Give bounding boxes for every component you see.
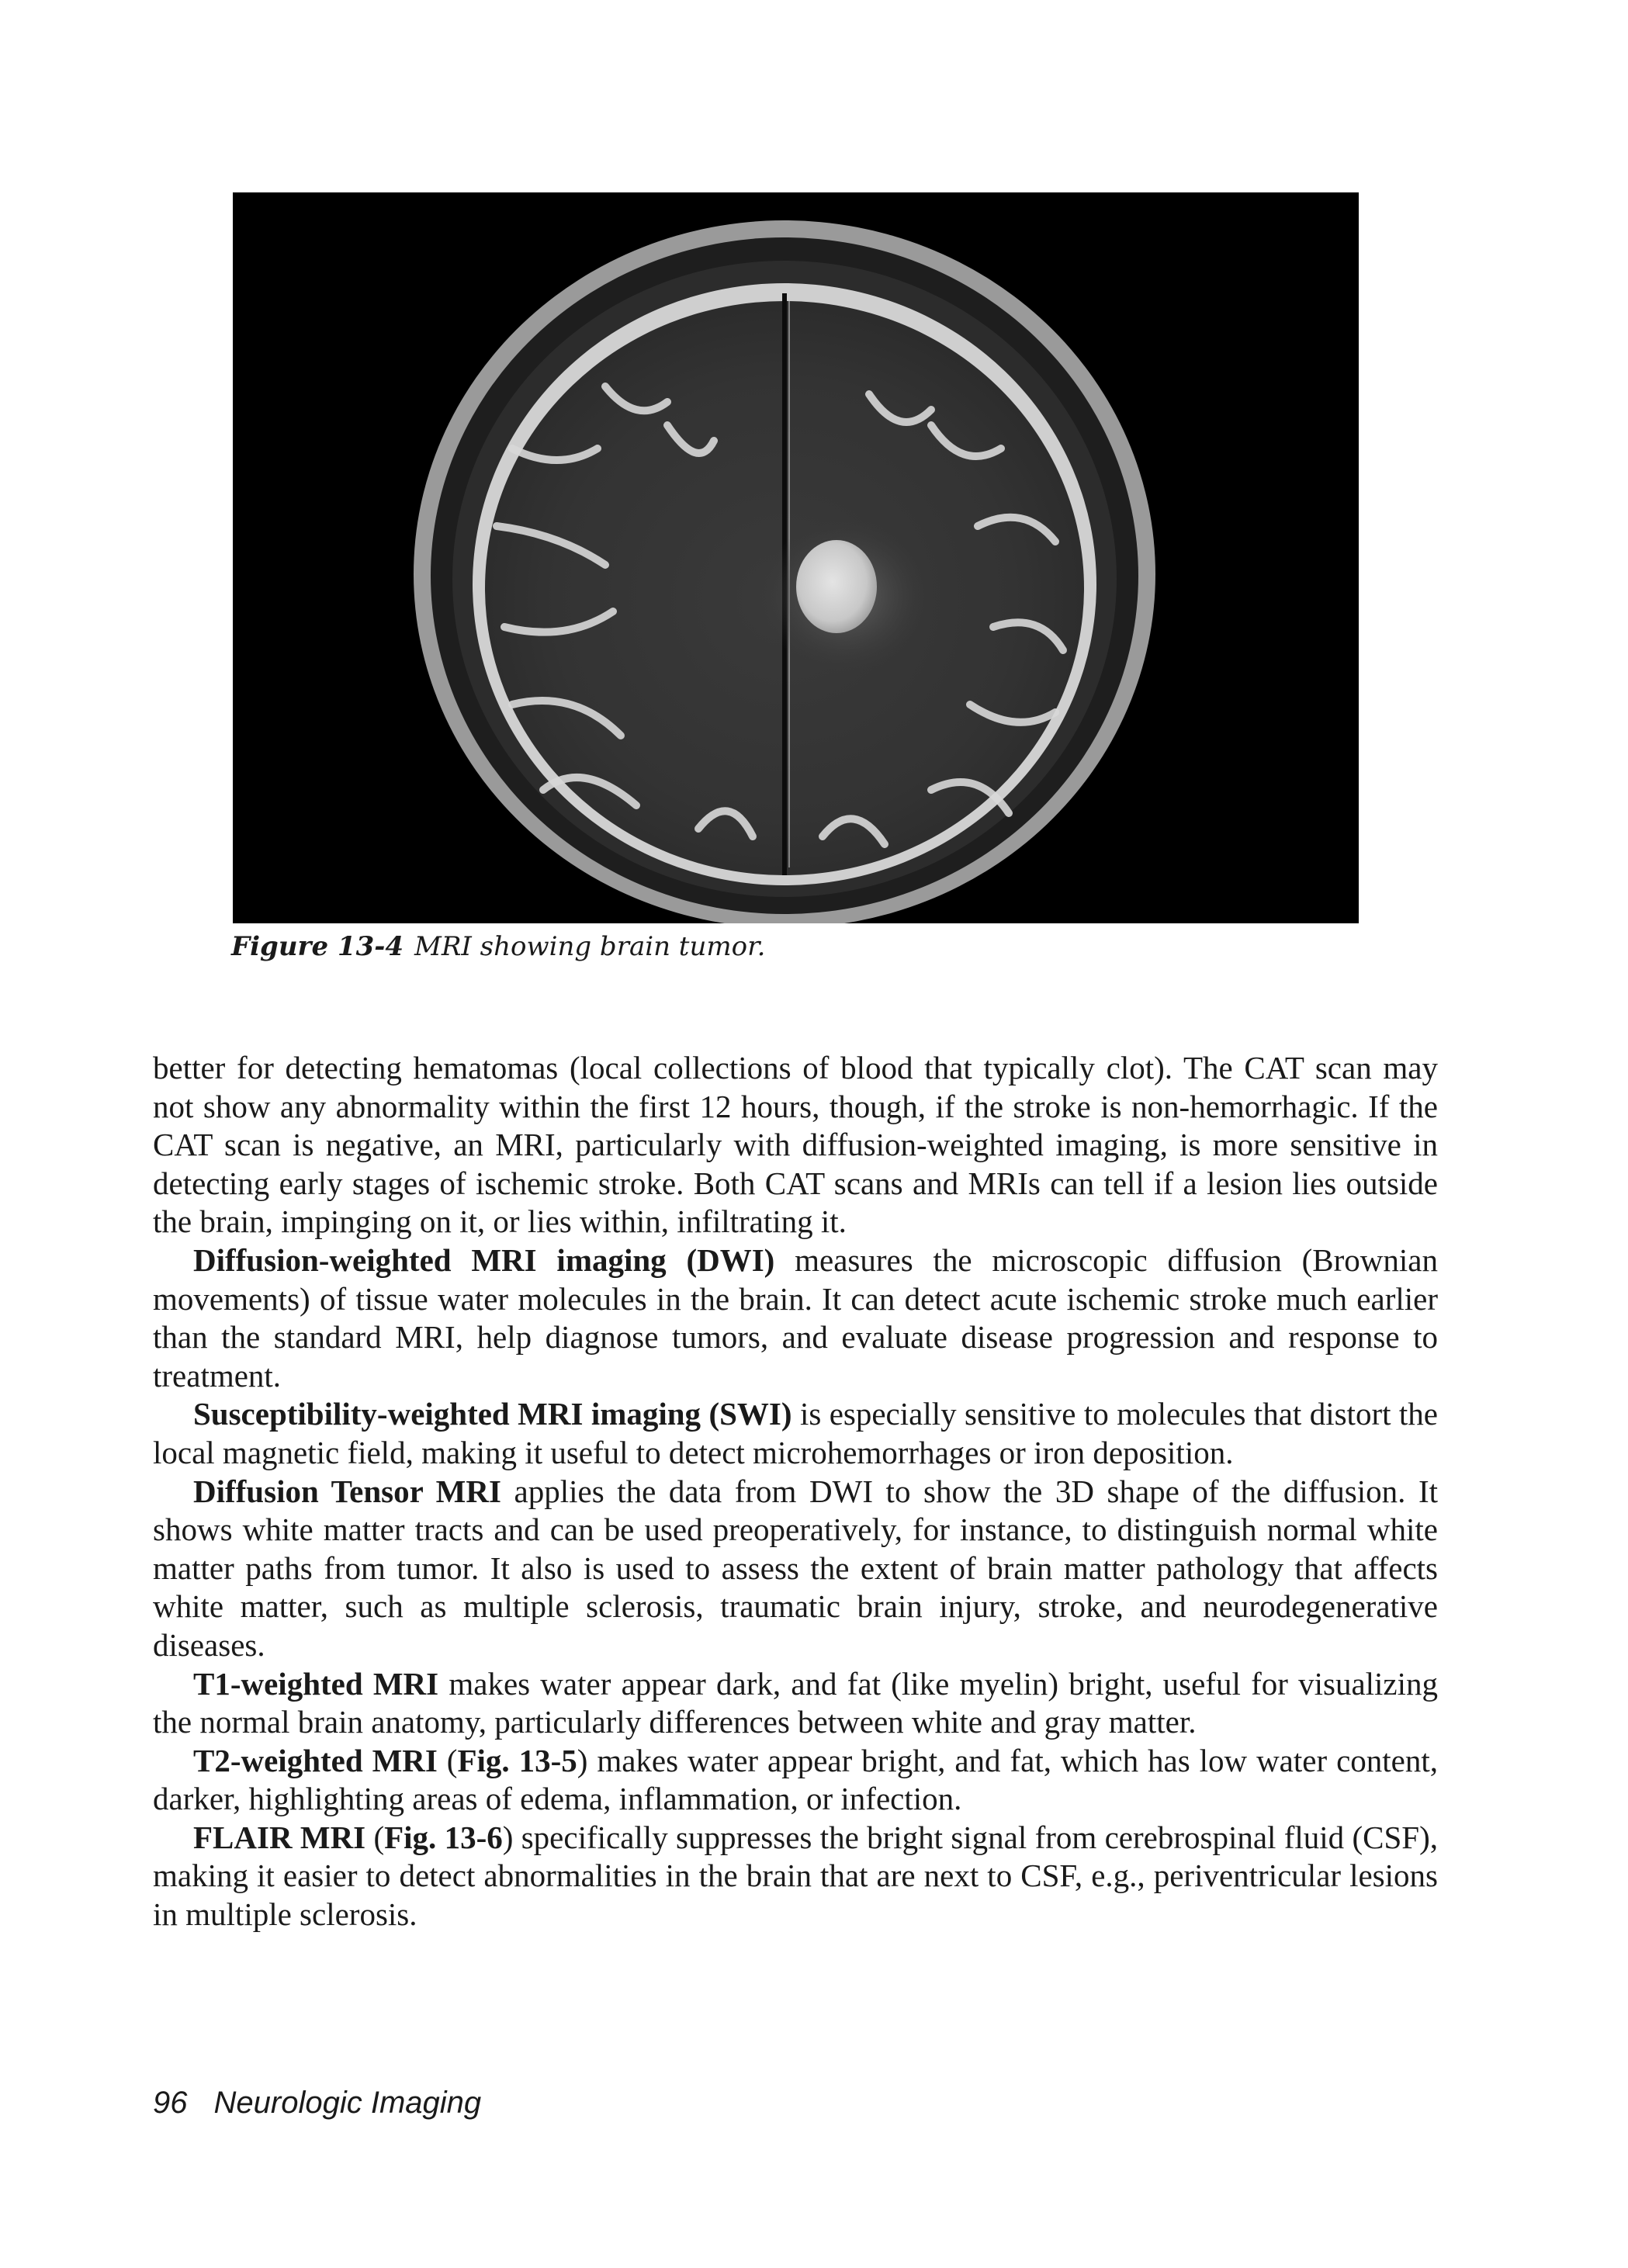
paragraph-text: is especially sensitive to molecules that distort the local magnetic field, making it useful to detect microhemorrhages or iron deposition. — [153, 1396, 1438, 1470]
paragraph-text: applies the data from DWI to show the 3D shape of the diffusion. It shows white matter tracts and can be used preoperatively, for instance, to distinguish normal white matter paths from tumor. It also is used to assess the extent of brain matter pathology that affects white matter, such as multiple sclerosis, traumatic brain injury, stroke, and neurodegenerative diseases. — [153, 1473, 1439, 1663]
paragraph-t2 — [153, 1742, 1438, 1819]
paragraph-text: ) specifically suppresses the bright signal from cerebrospinal fluid (CSF), making it easier to detect abnormalities in the brain that are next to CSF, e.g., periventricular lesions in multiple sclerosis. — [153, 1819, 1438, 1933]
paragraph-dti — [153, 1473, 1438, 1665]
page-footer — [153, 2084, 481, 2121]
paragraph-flair — [153, 1819, 1438, 1934]
term-dti: Diffusion Tensor MRI — [193, 1473, 501, 1509]
ref-open-paren: ( — [365, 1819, 385, 1855]
figure-caption-label: Figure 13-4 — [231, 931, 404, 962]
paragraph-continuation — [153, 1049, 1438, 1241]
term-swi: Susceptibility-weighted MRI imaging (SWI) — [193, 1396, 792, 1432]
figure-mri-image — [233, 192, 1359, 923]
term-t2: T2-weighted MRI — [193, 1742, 438, 1778]
paragraph-text: makes water appear dark, and fat (like myelin) bright, useful for visualizing the normal brain anatomy, particularly differences between white and gray matter. — [153, 1665, 1439, 1740]
page-number: 96 — [153, 2086, 188, 2120]
paragraph-text: better for detecting hematomas (local collections of blood that typically clot). The CAT scan may not show any abnormality within the first 12 hours, though, if the stroke is non-hemorrhagic. If the CAT scan is negative, an MRI, particularly with diffusion-weighted imaging, is more sensitive in detecting early stages of ischemic stroke. Both CAT scans and MRIs can tell if a lesion lies outside the brain, impinging on it, or lies within, infiltrating it. — [153, 1050, 1438, 1240]
figure-caption-text: MRI showing brain tumor. — [414, 931, 766, 962]
mri-brain-scan-image — [233, 192, 1359, 923]
figure-ref-13-5[interactable]: Fig. 13-5 — [457, 1742, 577, 1778]
term-t1: T1-weighted MRI — [193, 1665, 439, 1702]
ref-open-paren: ( — [437, 1742, 458, 1778]
paragraph-t1 — [153, 1665, 1438, 1742]
paragraph-text: ) makes water appear bright, and fat, which has low water content, darker, highlighting areas of edema, inflammation, or infection. — [153, 1742, 1438, 1817]
term-flair: FLAIR MRI — [193, 1819, 366, 1855]
figure-caption — [231, 930, 765, 964]
term-dwi: Diffusion-weighted MRI imaging (DWI) — [193, 1241, 775, 1278]
paragraph-swi — [153, 1395, 1438, 1472]
paragraph-dwi — [153, 1241, 1438, 1395]
figure-ref-13-6[interactable]: Fig. 13-6 — [384, 1819, 503, 1855]
running-section-title: Neurologic Imaging — [213, 2086, 482, 2120]
paragraph-text: measures the microscopic diffusion (Brownian movements) of tissue water molecules in the brain. It can detect acute ischemic stroke much earlier than the standard MRI, help diagnose tumors, and evaluate disease progression and response to treatment. — [153, 1241, 1439, 1394]
body-text — [153, 1049, 1438, 1934]
